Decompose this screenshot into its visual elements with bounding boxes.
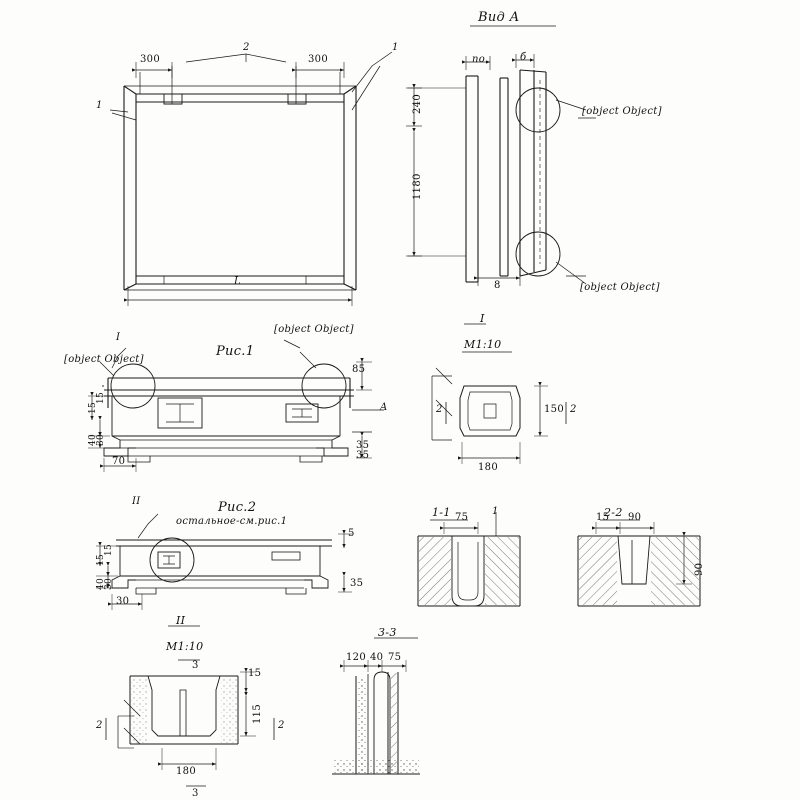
section-I-title: I <box>480 312 485 325</box>
dim-300-right: 300 <box>308 54 328 65</box>
fig2-mark-II: II <box>132 496 141 507</box>
section-I-mark-2-right: 2 <box>570 404 577 415</box>
section-I-dim-150: 150 <box>544 404 564 415</box>
fig2-dim-35: 35 <box>350 578 364 589</box>
leader-1-topright: 1 <box>392 42 399 53</box>
fig1-mark-I: I <box>116 332 121 343</box>
section-1-1-mark-1: 1 <box>492 506 499 517</box>
leader-2-top: 2 <box>243 42 250 53</box>
section-2-2-dim-15: 15 <box>596 512 610 523</box>
section-1-1-title: 1-1 <box>432 506 451 519</box>
section-I-mark-2-left: 2 <box>436 404 443 415</box>
section-II-scale: М1:10 <box>166 640 204 653</box>
fig1-dim-35: 35 <box>356 440 370 451</box>
fig1-dim-70: 70 <box>112 456 126 467</box>
hatching <box>131 537 699 773</box>
fig1-dim-15: 15 <box>88 401 98 414</box>
fig1-dim-30: 30 <box>96 433 106 446</box>
dim-8: 8 <box>494 280 501 291</box>
dim-300-left: 300 <box>140 54 160 65</box>
fig2-dim-30: 30 <box>104 577 114 590</box>
section-II-dim-180: 180 <box>176 766 196 777</box>
section-II-mark-2-left: 2 <box>96 720 103 731</box>
section-2-2-dim-90: 90 <box>628 512 642 523</box>
section-2-2-title: 2-2 <box>604 506 623 519</box>
fig2-note: остальное-см.рис.1 <box>176 516 288 527</box>
fig2-dim-5: 5 <box>348 528 355 539</box>
fig1-mark-A: A <box>380 402 388 413</box>
dim-L: L <box>234 276 241 287</box>
fig1-dim-15b: 15 <box>96 391 106 404</box>
section-3-3-dim-120: 120 <box>346 652 366 663</box>
callout-po-III-left: [object Object] <box>64 354 144 365</box>
section-II-dim-3-top: 3 <box>192 660 199 671</box>
section-3-3-title: 3-3 <box>378 626 397 639</box>
section-II-mark-2-right: 2 <box>278 720 285 731</box>
section-2-2-dim-90b: 90 <box>694 562 705 576</box>
section-I-dim-180: 180 <box>478 462 498 473</box>
section-3-3-dim-75: 75 <box>388 652 402 663</box>
section-II-dim-15: 15 <box>248 668 262 679</box>
fig1-caption: Рис.1 <box>216 344 255 359</box>
section-II-dim-3-bottom: 3 <box>192 788 199 799</box>
callout-III-right: [object Object] <box>580 282 660 293</box>
section-I-scale: М1:10 <box>464 338 502 351</box>
section-1-1-dim-75: 75 <box>455 512 469 523</box>
fig2-dim-15: 15 <box>96 553 106 566</box>
fig2-dim-30b: 30 <box>116 596 130 607</box>
fig2-dim-40: 40 <box>96 577 106 590</box>
mark-po: по <box>472 54 486 65</box>
section-3-3-dim-40: 40 <box>370 652 384 663</box>
fig2-caption: Рис.2 <box>218 500 257 515</box>
mark-b: б <box>520 52 527 63</box>
view-a-title: Вид А <box>478 10 520 25</box>
leader-1-left: 1 <box>96 100 103 111</box>
fig2-dim-15b: 15 <box>104 543 114 556</box>
fig1-dim-35b: 35 <box>356 450 370 461</box>
dim-240: 240 <box>412 94 423 114</box>
callout-po-III-right: [object Object] <box>582 106 662 117</box>
fig1-dim-85: 85 <box>352 364 366 375</box>
section-II-title: II <box>176 614 186 627</box>
callout-po-III-fig1: [object Object] <box>274 324 354 335</box>
dim-1180: 1180 <box>412 173 423 200</box>
fig1-dim-40: 40 <box>88 433 98 446</box>
section-II-dim-115: 115 <box>252 704 263 724</box>
